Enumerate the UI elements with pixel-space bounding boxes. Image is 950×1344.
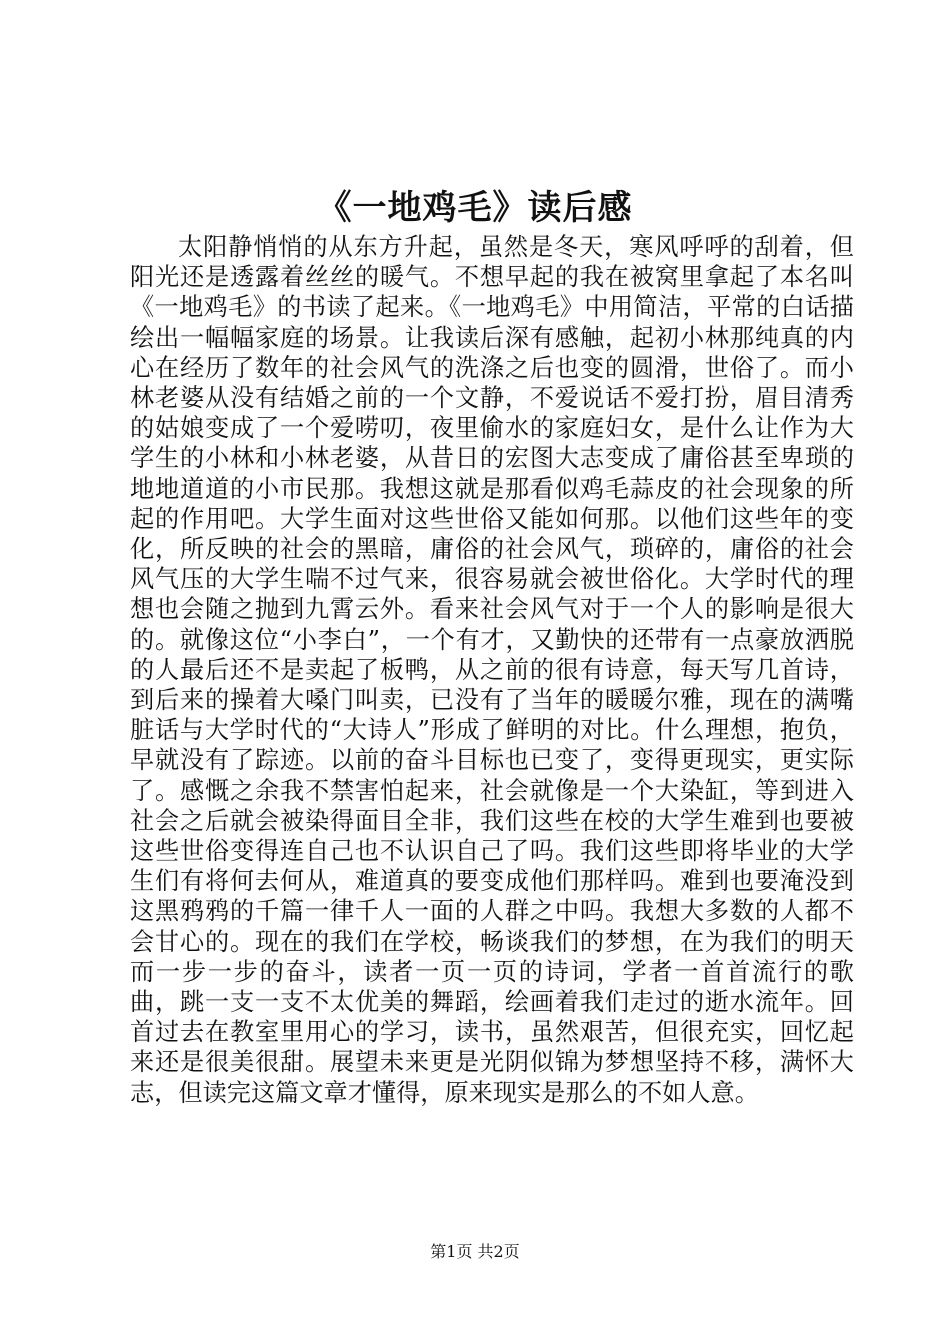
document-title: 《一地鸡毛》读后感 — [317, 188, 633, 228]
body-paragraph: 太阳静悄悄的从东方升起，虽然是冬天，寒风呼呼的刮着，但阳光还是透露着丝丝的暖气。不想早起的我在被窝里拿起了本名叫《一地鸡毛》的书读了起来。《一地鸡毛》中用简洁，平常的白话描绘出一幅幅家庭的场景。让我读后深有感触，起初小林那纯真的内心在经历了数年的社会风气的洗涤之后也变的圆滑，世俗了。而小林老婆从没有结婚之前的一个文静，不爱说话不爱打扮，眉目清秀的姑娘变成了一个爱唠叨，夜里偷水的家庭妇女，是什么让作为大学生的小林和小林老婆，从昔日的宏图大志变成了庸俗甚至卑琐的地地道道的小市民那。我想这就是那看似鸡毛蒜皮的社会现象的所起的作用吧。大学生面对这些世俗又能如何那。以他们这些年的变化，所反映的社会的黑暗，庸俗的社会风气，琐碎的，庸俗的社会风气压的大学生喘不过气来，很容易就会被世俗化。大学时代的理想也会随之抛到九霄云外。看来社会风气对于一个人的影响是很大的。就像这位“小李白”，一个有才，又勤快的还带有一点豪放洒脱的人最后还不是卖起了板鸭，从之前的很有诗意，每天写几首诗，到后来的操着大嗓门叫卖，已没有了当年的暖暖尔雅，现在的满嘴脏话与大学时代的“大诗人”形成了鲜明的对比。什么理想，抱负，早就没有了踪迹。以前的奋斗目标也已变了，变得更现实，更实际了。感慨之余我不禁害怕起来，社会就像是一个大染缸，等到进入社会之后就会被染得面目全非，我们这些在校的大学生难到也要被这些世俗变得连自己也不认识自己了吗。我们这些即将毕业的大学生们有将何去何从，难道真的要变成他们那样吗。难到也要淹没到这黑鸦鸦的千篇一律千人一面的人群之中吗。我想大多数的人都不会甘心的。现在的我们在学校，畅谈我们的梦想，在为我们的明天而一步一步的奋斗，读者一页一页的诗词，学者一首首流行的歌曲，跳一支一支不太优美的舞蹈，绘画着我们走过的逝水流年。回首过去在教室里用心的学习，读书，虽然艰苦，但很充实，回忆起来还是很美很甜。展望未来更是光阴似锦为梦想坚持不移，满怀大志，但读完这篇文章才懂得，原来现实是那么的不如人意。 — [130, 233, 854, 1107]
page-number-footer: 第1页 共2页 — [430, 1242, 520, 1261]
